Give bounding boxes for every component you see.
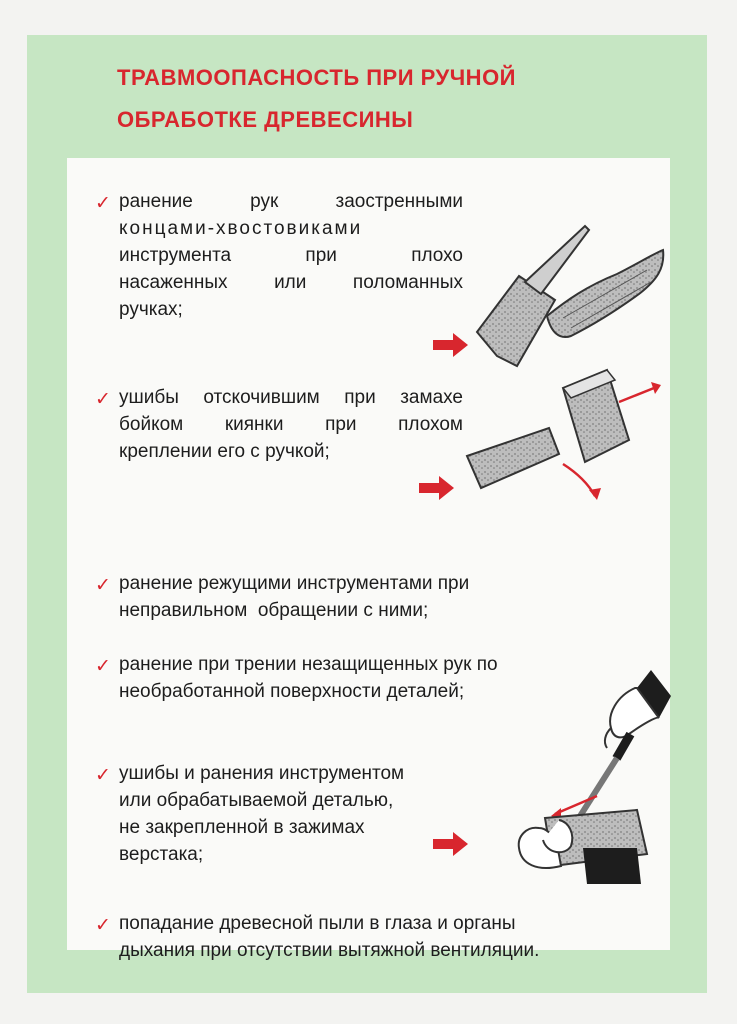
right-arrow-icon [433, 832, 469, 856]
hazard-item-6 [95, 910, 607, 964]
hazard-1-line-2: концами-хвостовиками [119, 218, 363, 239]
hazard-1-line-1: ранение рук заостренными [119, 191, 463, 212]
hazard-2-line-3: креплении его с ручкой; [119, 441, 330, 462]
right-arrow-icon [433, 333, 469, 357]
hazard-4-line-2: необработанной поверхности деталей; [119, 681, 465, 702]
hazard-5-line-3: не закрепленной в зажимах [119, 817, 365, 838]
hazard-3-line-2: неправильном обращении с ними; [119, 600, 429, 621]
hazard-2-line-2: бойком киянки при плохом [119, 414, 463, 435]
check-icon: ✓ [95, 914, 111, 936]
check-icon: ✓ [95, 574, 111, 596]
hazard-item-2 [95, 384, 463, 465]
check-icon: ✓ [95, 388, 111, 410]
hazard-5-line-4: верстака; [119, 844, 204, 865]
hazard-panel [67, 158, 670, 961]
check-icon: ✓ [95, 192, 111, 214]
hazard-4-line-1: ранение при трении незащищенных рук по [119, 654, 498, 675]
hazard-1-line-4: насаженных или поломанных [119, 272, 463, 293]
hazard-item-1 [95, 188, 463, 323]
hazard-2-line-1: ушибы отскочившим при замахе [119, 387, 463, 408]
hazard-5-line-2: или обрабатываемой деталью, [119, 790, 394, 811]
hazard-item-4 [95, 651, 498, 705]
check-icon: ✓ [95, 655, 111, 677]
carving-hands-illustration [487, 668, 671, 890]
hazard-6-line-1: попадание древесной пыли в глаза и органы [119, 913, 516, 934]
mallet-illustration [465, 368, 665, 500]
title-line-2: ОБРАБОТКЕ ДРЕВЕСИНЫ [117, 107, 414, 132]
right-arrow-icon [419, 476, 455, 500]
check-icon: ✓ [95, 764, 111, 786]
hazard-item-5 [95, 760, 405, 868]
poster [27, 35, 707, 993]
hazard-3-line-1: ранение режущими инструментами при [119, 573, 470, 594]
title-line-1: ТРАВМООПАСНОСТЬ ПРИ РУЧНОЙ [117, 65, 516, 90]
hazard-item-3 [95, 570, 470, 624]
page-title [117, 57, 677, 141]
hazard-1-line-3: инструмента при плохо [119, 245, 463, 266]
chisel-illustration [467, 220, 667, 380]
hazard-1-line-5: ручках; [119, 299, 183, 320]
hazard-6-line-2: дыхания при отсутствии вытяжной вентиляции. [119, 940, 540, 961]
hazard-5-line-1: ушибы и ранения инструментом [119, 763, 405, 784]
